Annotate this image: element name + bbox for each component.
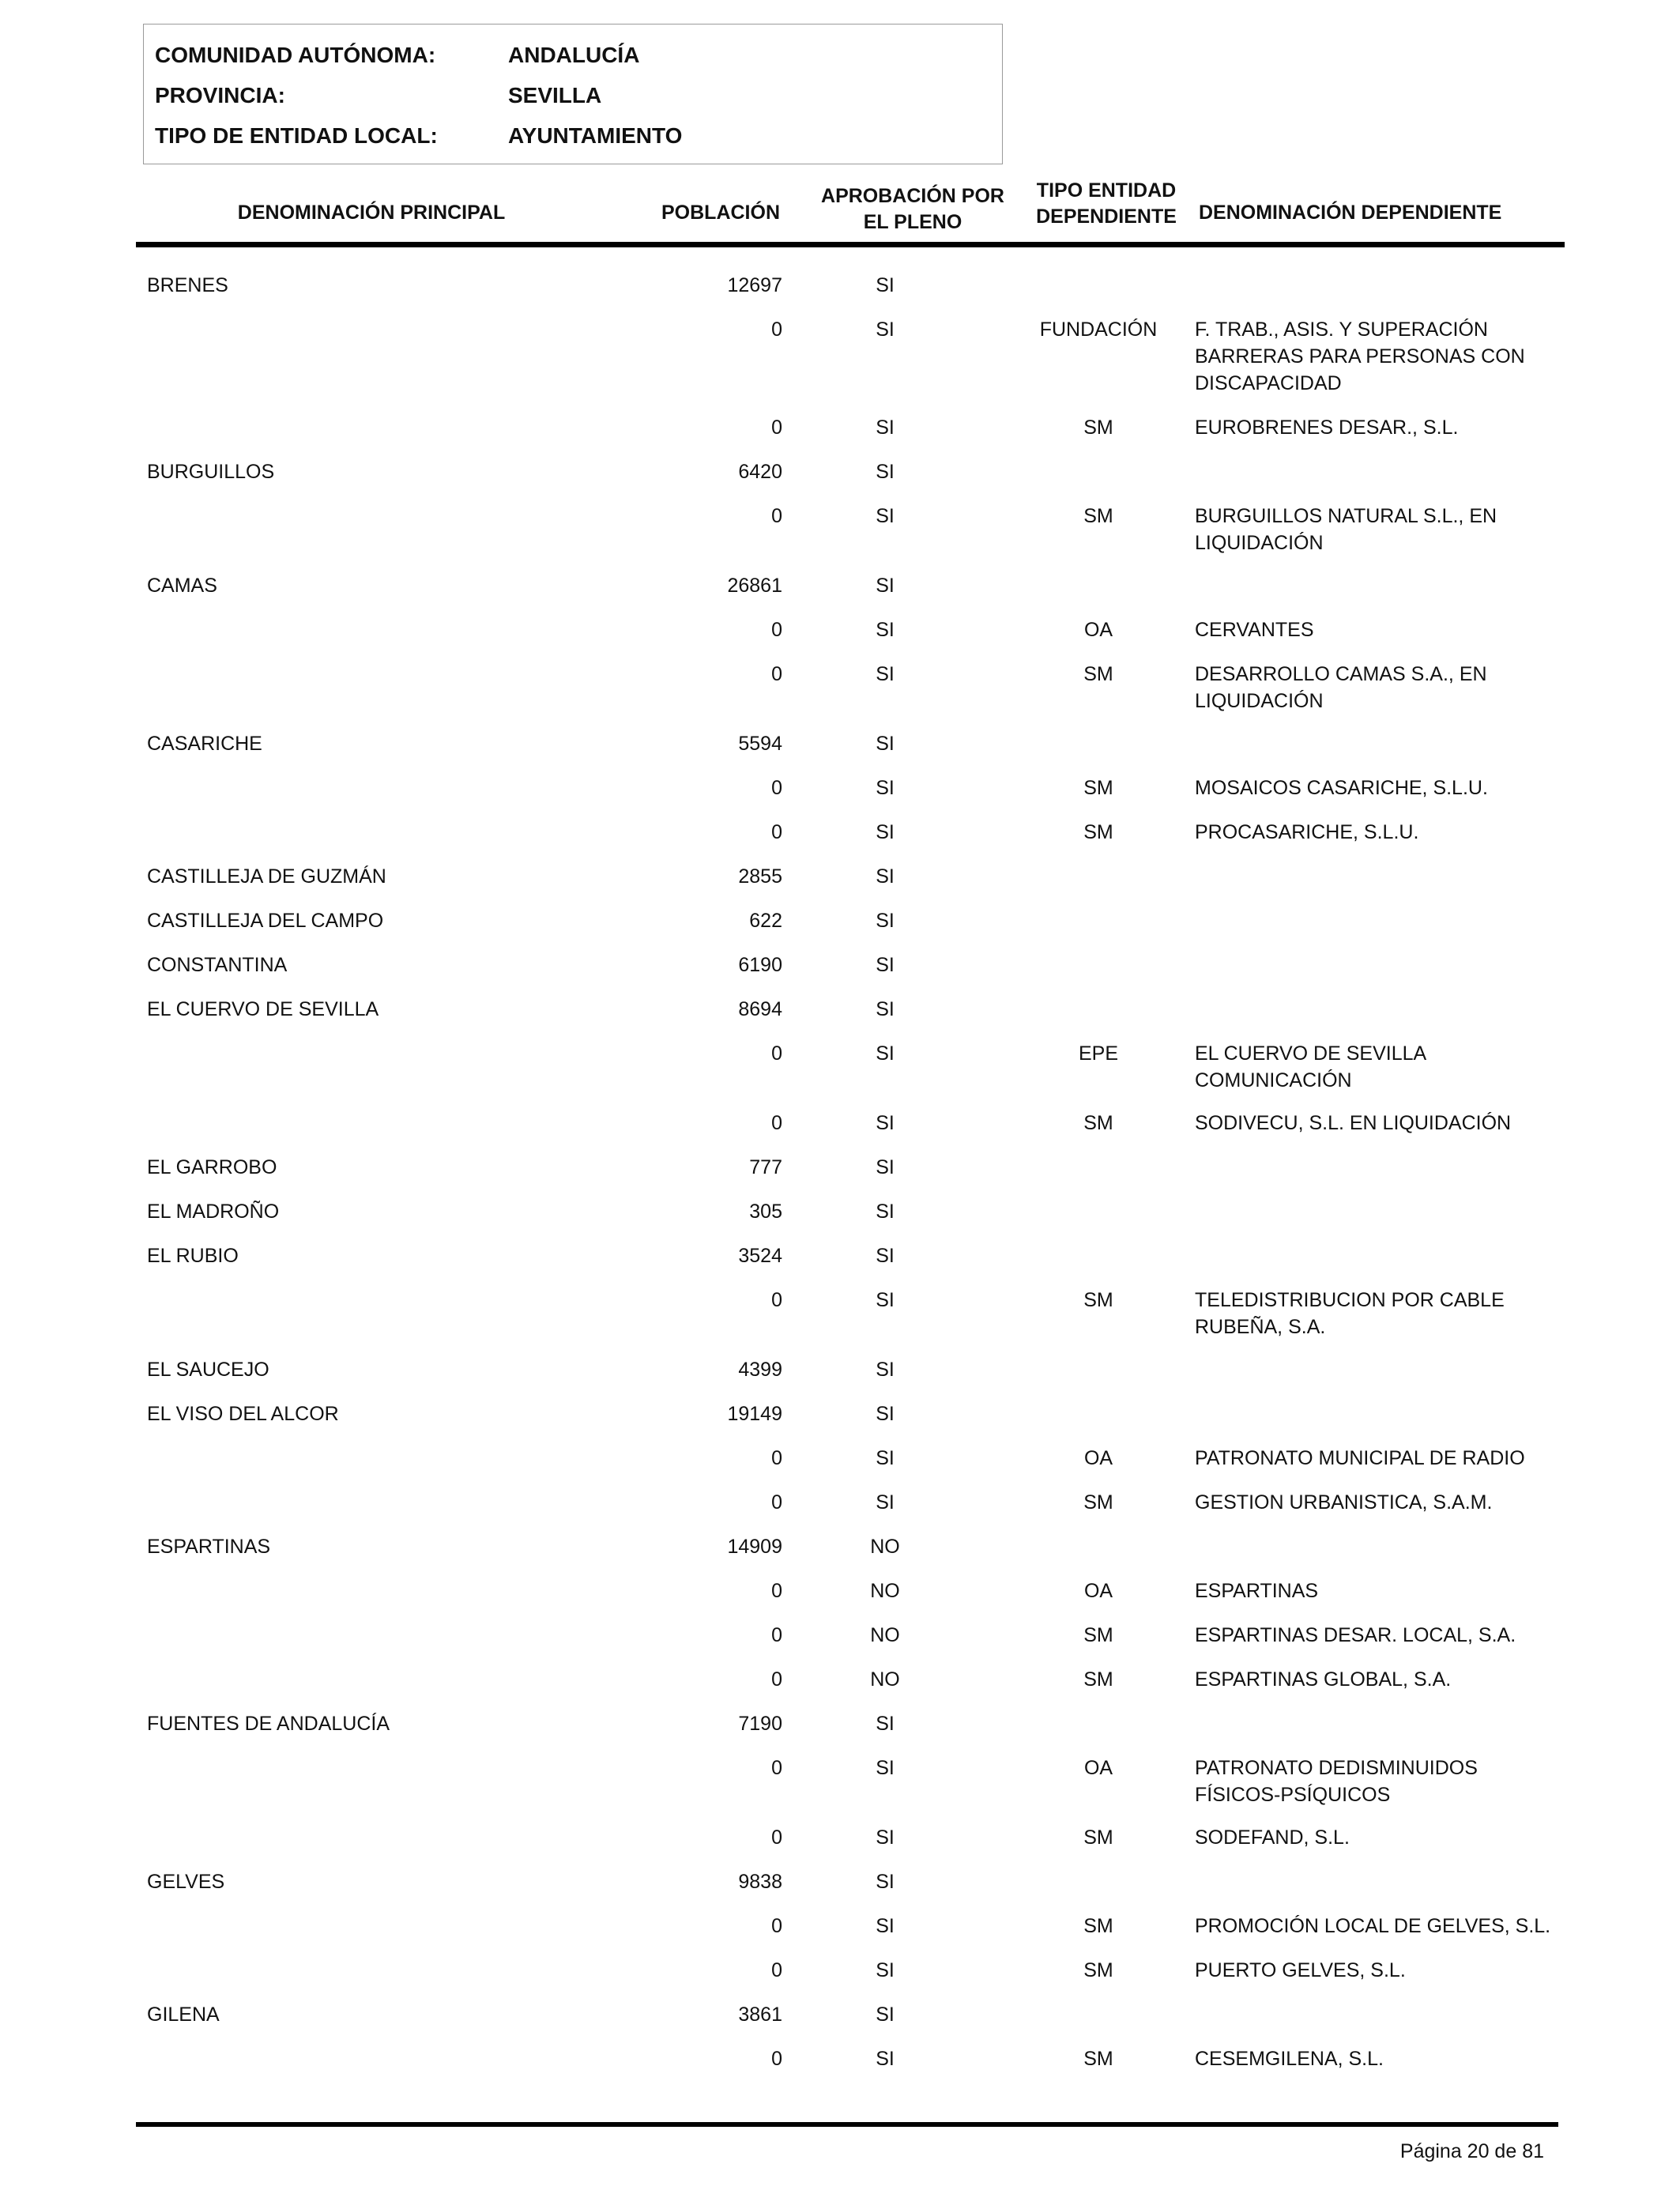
- row-poblacion: 0: [771, 663, 782, 685]
- row-tipo: OA: [1083, 619, 1113, 641]
- provincia-label: PROVINCIA:: [155, 83, 285, 107]
- comunidad-label: COMUNIDAD AUTÓNOMA:: [155, 43, 436, 67]
- row-poblacion: 622: [749, 910, 782, 932]
- entity-info-box: [143, 24, 1003, 164]
- row-aprobacion: SI: [876, 619, 895, 641]
- row-name: ESPARTINAS: [147, 1536, 271, 1558]
- row-poblacion: 4399: [738, 1359, 782, 1381]
- row-aprobacion: SI: [876, 1871, 895, 1893]
- row-dependiente: ESPARTINAS GLOBAL, S.A.: [1195, 1668, 1452, 1691]
- row-poblacion: 5594: [738, 733, 782, 755]
- row-name: CASTILLEJA DE GUZMÁN: [147, 865, 386, 888]
- row-dependiente: EUROBRENES DESAR., S.L.: [1195, 417, 1459, 439]
- row-aprobacion: SI: [876, 777, 895, 799]
- row-poblacion: 0: [771, 1668, 782, 1691]
- row-aprobacion: SI: [876, 1959, 895, 1981]
- row-aprobacion: SI: [876, 417, 895, 439]
- comunidad-value: ANDALUCÍA: [508, 43, 640, 67]
- row-name: CAMAS: [147, 575, 217, 597]
- row-dependiente: PROCASARICHE, S.L.U.: [1195, 821, 1419, 843]
- row-poblacion: 6190: [738, 954, 782, 976]
- row-poblacion: 0: [771, 1112, 782, 1134]
- col-tipo-entidad: TIPO ENTIDAD DEPENDIENTE: [1036, 179, 1177, 228]
- row-poblacion: 0: [771, 1491, 782, 1514]
- row-dependiente: GESTION URBANISTICA, S.A.M.: [1195, 1491, 1493, 1514]
- row-tipo: SM: [1083, 777, 1113, 799]
- col-poblacion: POBLACIÓN: [661, 202, 780, 224]
- row-poblacion: 0: [771, 1624, 782, 1646]
- tipo-entidad-value: AYUNTAMIENTO: [508, 123, 683, 148]
- row-tipo: SM: [1083, 1826, 1113, 1849]
- footer-rule: [136, 2122, 1558, 2127]
- row-name: EL RUBIO: [147, 1245, 239, 1267]
- row-dependiente: F. TRAB., ASIS. Y SUPERACIÓN BARRERAS PARA PERSONAS CON DISCAPACIDAD: [1195, 319, 1525, 394]
- row-name: EL VISO DEL ALCOR: [147, 1403, 339, 1425]
- row-poblacion: 3861: [738, 2004, 782, 2026]
- row-dependiente: BURGUILLOS NATURAL S.L., EN LIQUIDACIÓN: [1195, 505, 1497, 554]
- tipo-entidad-label: TIPO DE ENTIDAD LOCAL:: [155, 123, 438, 148]
- row-tipo: SM: [1083, 2048, 1113, 2070]
- row-poblacion: 0: [771, 1826, 782, 1849]
- row-name: EL CUERVO DE SEVILLA: [147, 998, 379, 1020]
- comunidad-row: [155, 42, 639, 69]
- row-aprobacion: NO: [870, 1536, 900, 1558]
- row-dependiente: MOSAICOS CASARICHE, S.L.U.: [1195, 777, 1488, 799]
- row-poblacion: 2855: [738, 865, 782, 888]
- row-aprobacion: SI: [876, 2004, 895, 2026]
- row-tipo: SM: [1083, 663, 1113, 685]
- page-number: Página 20 de 81: [1399, 2140, 1544, 2162]
- row-aprobacion: SI: [876, 821, 895, 843]
- col-denominacion-dependiente: DENOMINACIÓN DEPENDIENTE: [1199, 202, 1502, 224]
- row-poblacion: 0: [771, 417, 782, 439]
- row-aprobacion: SI: [876, 1403, 895, 1425]
- row-tipo: SM: [1083, 1491, 1113, 1514]
- row-poblacion: 0: [771, 777, 782, 799]
- row-aprobacion: SI: [876, 1289, 895, 1311]
- tipo-entidad-row: [155, 123, 682, 149]
- row-name: CASTILLEJA DEL CAMPO: [147, 910, 384, 932]
- row-name: FUENTES DE ANDALUCÍA: [147, 1713, 390, 1735]
- row-aprobacion: SI: [876, 2048, 895, 2070]
- row-aprobacion: SI: [876, 1447, 895, 1469]
- row-dependiente: PATRONATO DEDISMINUIDOS FÍSICOS-PSÍQUICOS: [1195, 1757, 1478, 1806]
- provincia-value: SEVILLA: [508, 83, 602, 107]
- row-poblacion: 0: [771, 1580, 782, 1602]
- row-aprobacion: SI: [876, 954, 895, 976]
- row-tipo: OA: [1083, 1757, 1113, 1779]
- row-tipo: SM: [1083, 1915, 1113, 1937]
- row-aprobacion: SI: [876, 663, 895, 685]
- row-tipo: SM: [1083, 1959, 1113, 1981]
- row-poblacion: 777: [749, 1156, 782, 1178]
- row-aprobacion: NO: [870, 1668, 900, 1691]
- row-poblacion: 0: [771, 319, 782, 341]
- provincia-row: [155, 82, 601, 109]
- row-name: GELVES: [147, 1871, 225, 1893]
- row-poblacion: 0: [771, 505, 782, 527]
- row-dependiente: PROMOCIÓN LOCAL DE GELVES, S.L.: [1195, 1915, 1551, 1937]
- row-aprobacion: NO: [870, 1624, 900, 1646]
- row-aprobacion: SI: [876, 1491, 895, 1514]
- row-tipo: SM: [1083, 417, 1113, 439]
- row-name: EL GARROBO: [147, 1156, 277, 1178]
- row-poblacion: 0: [771, 821, 782, 843]
- row-aprobacion: NO: [870, 1580, 900, 1602]
- row-poblacion: 3524: [738, 1245, 782, 1267]
- row-poblacion: 14909: [727, 1536, 782, 1558]
- row-dependiente: CERVANTES: [1195, 619, 1314, 641]
- row-poblacion: 305: [749, 1201, 782, 1223]
- row-tipo: SM: [1083, 505, 1113, 527]
- row-name: GILENA: [147, 2004, 220, 2026]
- row-name: BRENES: [147, 274, 228, 296]
- row-dependiente: PATRONATO MUNICIPAL DE RADIO: [1195, 1447, 1525, 1469]
- row-aprobacion: SI: [876, 1713, 895, 1735]
- row-aprobacion: SI: [876, 1359, 895, 1381]
- row-name: EL MADROÑO: [147, 1201, 280, 1223]
- table-header: [136, 172, 1565, 245]
- row-aprobacion: SI: [876, 1757, 895, 1779]
- row-aprobacion: SI: [876, 865, 895, 888]
- row-poblacion: 9838: [738, 1871, 782, 1893]
- row-name: CONSTANTINA: [147, 954, 288, 976]
- row-dependiente: SODEFAND, S.L.: [1195, 1826, 1350, 1849]
- row-aprobacion: SI: [876, 319, 895, 341]
- row-tipo: SM: [1083, 1289, 1113, 1311]
- row-dependiente: DESARROLLO CAMAS S.A., EN LIQUIDACIÓN: [1195, 663, 1487, 712]
- row-aprobacion: SI: [876, 274, 895, 296]
- row-poblacion: 0: [771, 1289, 782, 1311]
- row-aprobacion: SI: [876, 505, 895, 527]
- row-tipo: SM: [1083, 1112, 1113, 1134]
- row-poblacion: 0: [771, 1042, 782, 1065]
- row-tipo: OA: [1083, 1447, 1113, 1469]
- row-dependiente: CESEMGILENA, S.L.: [1195, 2048, 1384, 2070]
- row-aprobacion: SI: [876, 1156, 895, 1178]
- row-dependiente: EL CUERVO DE SEVILLA COMUNICACIÓN: [1195, 1042, 1426, 1091]
- row-dependiente: TELEDISTRIBUCION POR CABLE RUBEÑA, S.A.: [1195, 1289, 1505, 1338]
- row-poblacion: 8694: [738, 998, 782, 1020]
- row-aprobacion: SI: [876, 1915, 895, 1937]
- row-tipo: OA: [1083, 1580, 1113, 1602]
- row-dependiente: ESPARTINAS: [1195, 1580, 1319, 1602]
- row-aprobacion: SI: [876, 998, 895, 1020]
- row-aprobacion: SI: [876, 733, 895, 755]
- row-aprobacion: SI: [876, 575, 895, 597]
- row-aprobacion: SI: [876, 1245, 895, 1267]
- row-tipo: SM: [1083, 821, 1113, 843]
- row-aprobacion: SI: [876, 1826, 895, 1849]
- row-tipo: SM: [1083, 1624, 1113, 1646]
- col-aprobacion: APROBACIÓN POR EL PLENO: [821, 185, 1004, 233]
- row-poblacion: 6420: [738, 461, 782, 483]
- row-dependiente: PUERTO GELVES, S.L.: [1195, 1959, 1406, 1981]
- row-name: EL SAUCEJO: [147, 1359, 269, 1381]
- row-poblacion: 0: [771, 619, 782, 641]
- col-denominacion-principal: DENOMINACIÓN PRINCIPAL: [237, 202, 506, 224]
- row-aprobacion: SI: [876, 1201, 895, 1223]
- row-aprobacion: SI: [876, 1042, 895, 1065]
- row-aprobacion: SI: [876, 1112, 895, 1134]
- row-name: CASARICHE: [147, 733, 262, 755]
- row-poblacion: 0: [771, 2048, 782, 2070]
- row-tipo: EPE: [1078, 1042, 1119, 1065]
- row-poblacion: 0: [771, 1959, 782, 1981]
- row-name: BURGUILLOS: [147, 461, 275, 483]
- row-tipo: SM: [1083, 1668, 1113, 1691]
- header-rule: [136, 242, 1565, 247]
- row-aprobacion: SI: [876, 461, 895, 483]
- row-poblacion: 7190: [738, 1713, 782, 1735]
- row-poblacion: 0: [771, 1447, 782, 1469]
- row-poblacion: 0: [771, 1757, 782, 1779]
- row-tipo: FUNDACIÓN: [1039, 319, 1158, 341]
- row-poblacion: 26861: [727, 575, 782, 597]
- row-poblacion: 12697: [727, 274, 782, 296]
- row-dependiente: SODIVECU, S.L. EN LIQUIDACIÓN: [1195, 1112, 1512, 1134]
- row-dependiente: ESPARTINAS DESAR. LOCAL, S.A.: [1195, 1624, 1516, 1646]
- row-poblacion: 0: [771, 1915, 782, 1937]
- row-poblacion: 19149: [727, 1403, 782, 1425]
- row-aprobacion: SI: [876, 910, 895, 932]
